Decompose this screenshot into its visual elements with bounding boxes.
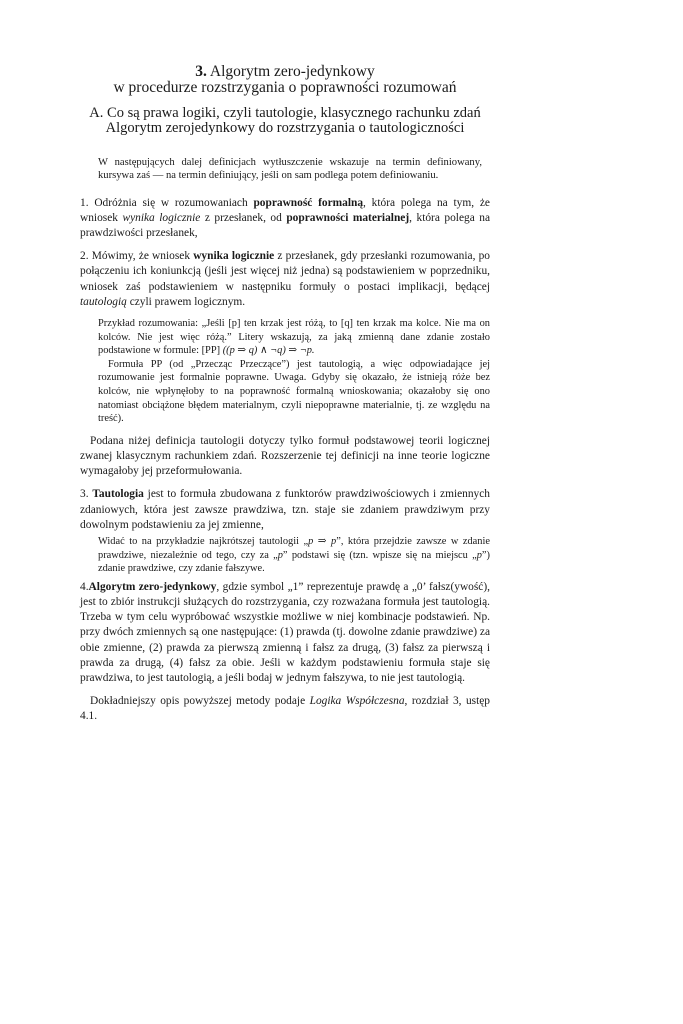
definition-2-text: czyli prawem logicznym. [126, 295, 246, 308]
term-zero-one-algorithm: Algorytm zero-jedynkowy [88, 580, 217, 593]
formula-p-implies-p: p ⇒ p [308, 535, 337, 547]
definition-1-text: z przesłanek, od [200, 211, 287, 224]
note-paragraph: Podana niżej definicja tautologii dotyczy tylko formuł podstawowej teorii logicznej zwanej klasycznym rachunkiem zdań. Rozszerzenie tej definicji na inne teorie logiczne wymagałoby jej przeformułowania. [80, 434, 490, 478]
term-tautology: Tautologia [92, 488, 144, 501]
definition-4-text: 4. [80, 580, 89, 593]
formula-pp: ((p ⇒ q) ∧ ¬q) ⇒ ¬p. [222, 345, 315, 357]
definition-2-text: 2. Mówimy, że wniosek [80, 250, 194, 263]
section-letter: A. [89, 105, 104, 121]
variable-p: p [277, 549, 283, 561]
variable-p: p [476, 549, 482, 561]
section-title [80, 106, 490, 136]
example-text: ” podstawi się (tzn. wpisze się na miejscu „ [282, 549, 477, 561]
term-follows-logically: wynika logicznie [122, 211, 201, 224]
definition-3-text: 3. [80, 488, 93, 501]
term-tautology-italic: tautologią [80, 295, 127, 308]
closing-paragraph [80, 694, 490, 724]
term-formal-validity: poprawność formalną [253, 196, 364, 209]
intro-paragraph: W następujących dalej definicjach wytłuszczenie wskazuje na termin definiowany, kursywa zaś — na termin definiujący, jeśli on sam podlega potem definiowaniu. [98, 157, 482, 182]
definition-1-text: , która polega na prawdziwości przesłanek, [80, 211, 490, 239]
term-follows-logically-bold: wynika logicznie [193, 250, 275, 263]
chapter-title-line1: Algorytm zero-jedynkowy [209, 63, 375, 80]
book-title: Logika Współczesna [309, 695, 405, 708]
document-page [80, 64, 490, 725]
chapter-title [80, 64, 490, 96]
closing-text: Dokładniejszy opis powyższej metody podaje [90, 695, 310, 708]
example-paragraph [98, 317, 490, 358]
chapter-title-line2: w procedurze rozstrzygania o poprawności rozumowań [113, 79, 457, 96]
definition-4 [80, 580, 490, 686]
definition-3 [80, 487, 490, 533]
example-text: ”) zdanie prawdziwe, czy zdanie fałszywe. [98, 549, 490, 575]
example-text: Widać to na przykładzie najkrótszej tautologii „ [98, 535, 309, 547]
example-text: Przykład rozumowania: „Jeśli [p] ten krzak jest różą, to [q] ten krzak ma kolce. Nie ma on kolców. Nie jest więc różą.” Litery wskazują, za jaką zmienną dane zdanie zostało podstawione w formule: [PP] [98, 318, 490, 357]
definition-3-text: jest to formuła zbudowana z funktorów prawdziwościowych i zmiennych zdaniowych, która jest zawsze prawdziwa, tzn. staje sie zdaniem prawdziwym przy dowolnym podstawieniu za jej zmienne, [80, 488, 491, 531]
section-title-line2: Algorytm zerojedynkowy do rozstrzygania o tautologiczności [105, 120, 465, 136]
section-title-line1: Co są prawa logiki, czyli tautologie, klasycznego rachunku zdań [107, 105, 481, 121]
definition-1-text: 1. Odróżnia się w rozumowaniach [80, 196, 254, 209]
example-block [98, 317, 490, 426]
definition-3-example [98, 535, 490, 576]
closing-text: , rozdział 3, ustęp 4.1. [80, 695, 490, 723]
definition-2 [80, 249, 490, 310]
example-text: ”, która przejdzie zawsze w zdanie prawdziwe, niezależnie od tego, czy za „ [98, 535, 490, 561]
definition-1-text: , która polega na tym, że wniosek [80, 196, 490, 224]
example-comment: Formuła PP (od „Przecząc Przeczące”) jest tautologią, a więc odpowiadające jej rozumowanie jest formalnie poprawne. Uwaga. Gdyby się okazało, że istnieją róże bez kolców, nie wpłynęłoby to na poprawność formalną wnioskowania; okazałoby się ono natomiast obciążone błędem materialnym, czyli niepoprawne materialnie, tj. ze względu na treść). [98, 358, 490, 425]
term-material-validity: poprawności materialnej [286, 211, 410, 224]
chapter-number: 3. [195, 63, 207, 80]
definition-4-text: , gdzie symbol „1” reprezentuje prawdę a „0’ fałsz(ywość), jest to zbiór instrukcji służących do rozstrzygania, czy rozważana formuła jest tautologią. Trzeba w tym celu wypróbować wszystkie możliwe w niej kombinacje podstawień. Np. przy dwóch zmiennych są one następujące: (1) prawda (tj. dowolne zdanie prawdziwe) za obie zmienne, (2) prawda za pierwszą zmienną i fałsz za drugą, (3) fałsz za pierwszą i prawda za drugą, (4) fałsz za obie. Jeśli w każdym podstawieniu formuła staje się prawdziwa, to jest tautologią, a jeśli bodaj w jednym fałszywa, to nie jest tautologią. [80, 580, 490, 684]
definition-2-text: z przesłanek, gdy przesłanki rozumowania, po połączeniu ich koniunkcją (jeśli jest więcej niż jedna) są podstawieniem w poprzedniku, wniosek zaś podstawieniem w następniku formuły o postaci implikacji, będącej [80, 250, 490, 293]
definition-1 [80, 196, 490, 242]
